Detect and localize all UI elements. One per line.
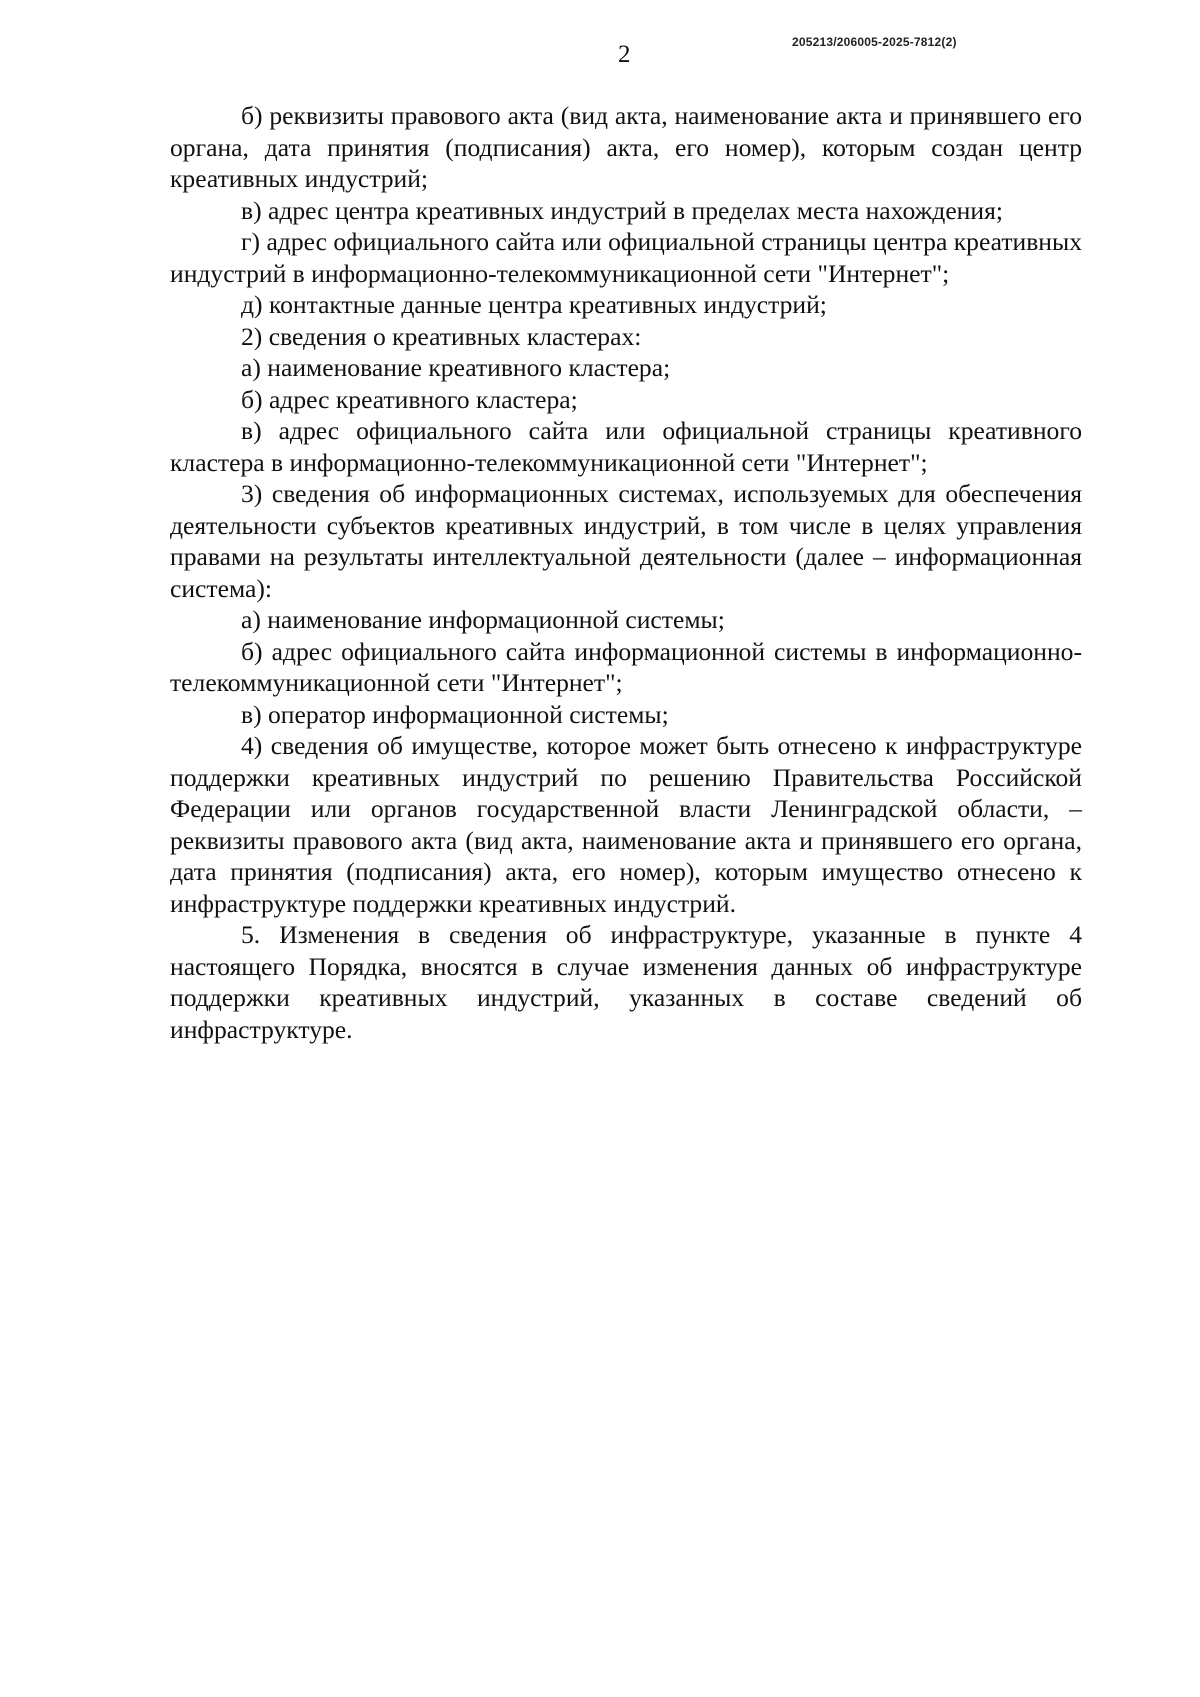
paragraph-2: 2) сведения о креативных кластерах: bbox=[241, 321, 642, 351]
document-body bbox=[170, 100, 1082, 1045]
paragraph-2v: в) адрес официального сайта или официальной страницы креативного кластера в информационно-телекоммуникационной сети "Интернет"; bbox=[170, 416, 1082, 477]
paragraph-2a: а) наименование креативного кластера; bbox=[241, 353, 671, 382]
paragraph-4: 4) сведения об имуществе, которое может быть отнесено к инфраструктуре поддержки креативных индустрий по решению Правительства Российской Федерации или органов государственной власти Ленинградской области, – реквизиты правового акта (вид акта, наименование акта и принявшего его органа, дата принятия (подписания) акта, его номер), которым имущество отнесено к инфраструктуре поддержки креативных индустрий. bbox=[170, 731, 1082, 918]
paragraph-3b: б) адрес официального сайта информационной системы в информационно-телекоммуникационной сети "Интернет"; bbox=[170, 636, 1082, 697]
page-number: 2 bbox=[618, 41, 631, 68]
paragraph-3v: в) оператор информационной системы; bbox=[241, 699, 669, 729]
paragraph-5: 5. Изменения в сведения об инфраструктуре, указанные в пункте 4 настоящего Порядка, вносятся в случае изменения данных об инфраструктуре поддержки креативных индустрий, указанных в составе сведений об инфраструктуре. bbox=[170, 920, 1082, 1044]
paragraph-2b: б) адрес креативного кластера; bbox=[241, 384, 578, 414]
paragraph-1v: в) адрес центра креативных индустрий в пределах места нахождения; bbox=[241, 195, 1003, 225]
paragraph-1b: б) реквизиты правового акта (вид акта, наименование акта и принявшего его органа, дата принятия (подписания) акта, его номер), которым создан центр креативных индустрий; bbox=[170, 101, 1082, 193]
paragraph-3: 3) сведения об информационных системах, используемых для обеспечения деятельности субъектов креативных индустрий, в том числе в целях управления правами на результаты интеллектуальной деятельности (далее – информационная система): bbox=[170, 479, 1082, 603]
document-id: 205213/206005-2025-7812(2) bbox=[792, 35, 957, 49]
paragraph-1d: д) контактные данные центра креативных индустрий; bbox=[241, 290, 827, 319]
paragraph-1g: г) адрес официального сайта или официальной страницы центра креативных индустрий в информационно-телекоммуникационной сети "Интернет"; bbox=[170, 227, 1082, 288]
paragraph-3a: а) наименование информационной системы; bbox=[241, 605, 725, 634]
